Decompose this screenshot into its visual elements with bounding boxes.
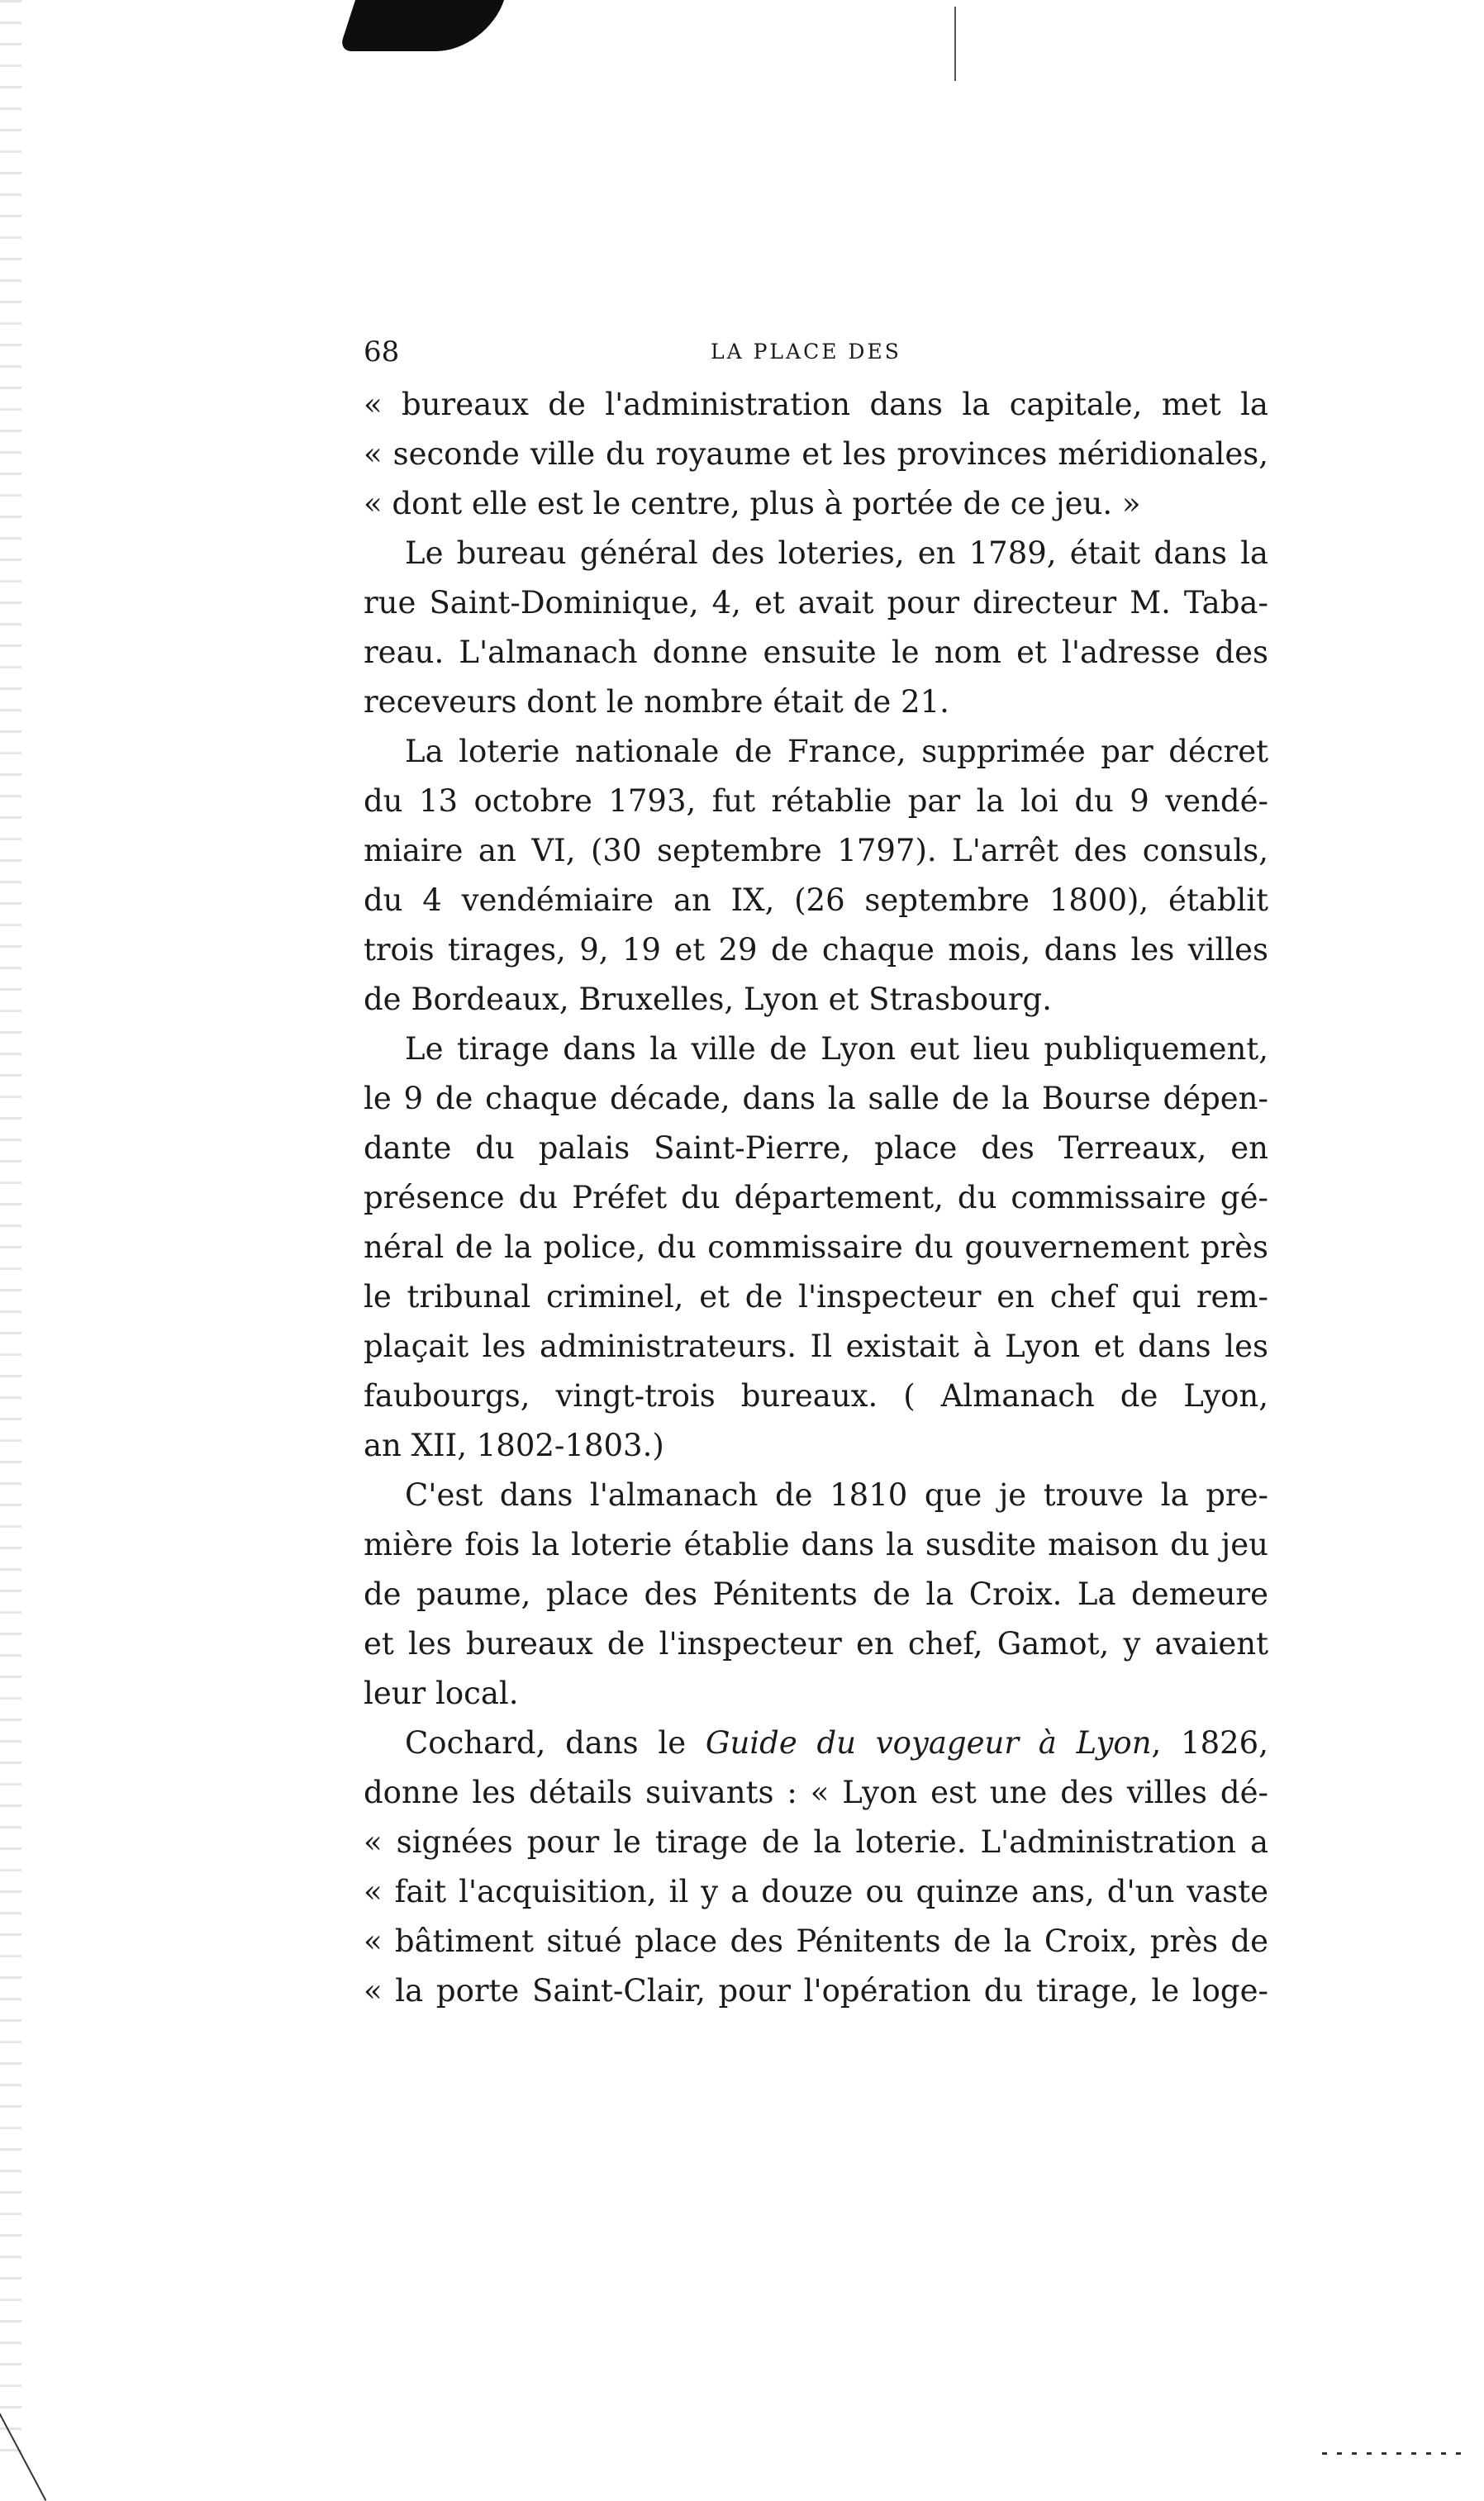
scan-tick-mark [954,7,956,81]
text-line: le 9 de chaque décade, dans la salle de la Bourse dépen- [364,1081,1268,1116]
body-text [364,380,1268,2016]
text-line: Le tirage dans la ville de Lyon eut lieu publiquement, [405,1031,1268,1067]
text-line: Le bureau général des loteries, en 1789, était dans la [405,535,1268,571]
text-line: dante du palais Saint-Pierre, place des Terreaux, en [364,1130,1268,1166]
text-line: an XII, 1802-1803.) [364,1428,664,1463]
cochard-intro: Cochard, dans le [405,1725,687,1761]
running-title: LA PLACE DES [711,340,901,364]
text-line: C'est dans l'almanach de 1810 que je trouve la pre- [405,1477,1268,1513]
text-line: présence du Préfet du département, du commissaire gé- [364,1180,1268,1215]
text-line: miaire an VI, (30 septembre 1797). L'arrêt des consuls, [364,833,1268,868]
text-line: « bureaux de l'administration dans la capitale, met la [364,387,1268,422]
text-line: et les bureaux de l'inspecteur en chef, Gamot, y avaient [364,1626,1268,1662]
text-line: plaçait les administrateurs. Il existait à Lyon et dans les [364,1329,1268,1364]
text-line: receveurs dont le nombre était de 21. [364,684,949,720]
text-line: « fait l'acquisition, il y a douze ou quinze ans, d'un vaste [364,1874,1268,1909]
scan-edge-shadow [0,0,21,2461]
text-line: faubourgs, vingt-trois bureaux. ( Almanach de Lyon, [364,1378,1268,1414]
cochard-year: , 1826, [1151,1725,1268,1761]
text-line: de paume, place des Pénitents de la Croix. La demeure [364,1576,1268,1612]
bottom-scan-dots [1322,2452,1471,2455]
text-line: reau. L'almanach donne ensuite le nom et l'adresse des [364,635,1268,670]
text-line: « bâtiment situé place des Pénitents de la Croix, près de [364,1923,1268,1959]
text-line: « seconde ville du royaume et les provinces méridionales, [364,436,1268,472]
text-line: du 4 vendémiaire an IX, (26 septembre 1800), établit [364,882,1268,918]
page-number: 68 [364,335,400,368]
text-line: « la porte Saint-Clair, pour l'opération du tirage, le loge- [364,1973,1268,2009]
text-line: trois tirages, 9, 19 et 29 de chaque mois, dans les villes [364,932,1268,968]
text-line: « signées pour le tirage de la loterie. L'administration a [364,1824,1268,1860]
text-line: néral de la police, du commissaire du gouvernement près [364,1229,1268,1265]
text-line-cochard [364,1719,1268,1768]
ink-blot [339,0,504,51]
text-line: rue Saint-Dominique, 4, et avait pour directeur M. Taba- [364,585,1268,620]
text-line: « dont elle est le centre, plus à portée de ce jeu. » [364,486,1141,521]
text-line: du 13 octobre 1793, fut rétablie par la loi du 9 vendé- [364,783,1268,819]
guide-title-italic: Guide du voyageur à Lyon [705,1725,1152,1761]
text-line: mière fois la loterie établie dans la susdite maison du jeu [364,1527,1268,1562]
text-line: leur local. [364,1676,519,1711]
text-line: de Bordeaux, Bruxelles, Lyon et Strasbourg. [364,982,1052,1017]
text-line: le tribunal criminel, et de l'inspecteur en chef qui rem- [364,1279,1268,1315]
text-line: donne les détails suivants : « Lyon est une des villes dé- [364,1775,1268,1810]
text-line: La loterie nationale de France, supprimée par décret [405,734,1268,769]
running-head [364,332,1268,372]
